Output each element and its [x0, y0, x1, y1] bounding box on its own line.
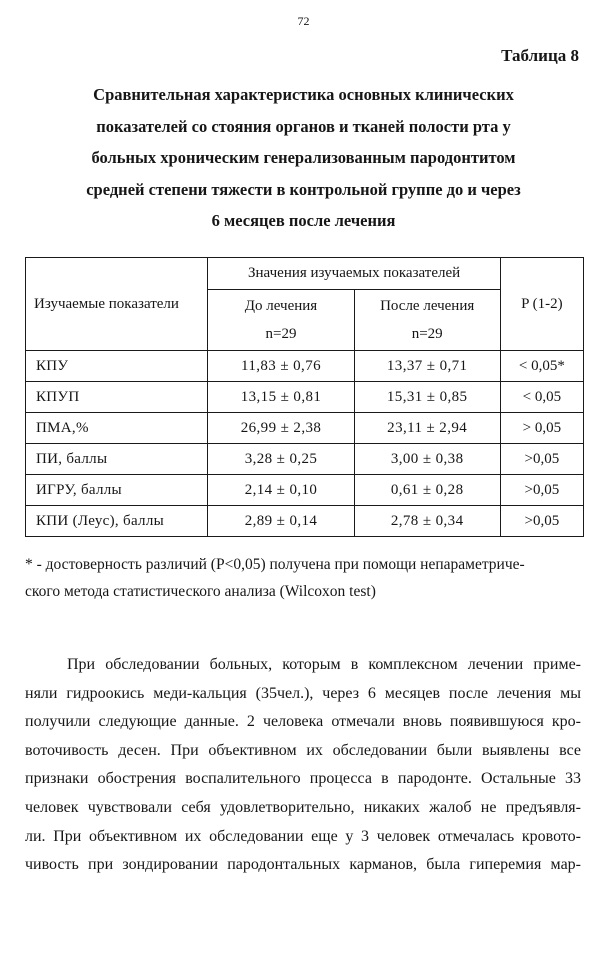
row-p-value: < 0,05* [500, 351, 583, 382]
header-p-value: P (1-2) [500, 258, 583, 351]
header-before-treatment [208, 290, 354, 351]
table-title-line: больных хроническим генерализованным пародонтитом [91, 148, 516, 167]
row-indicator-name: КПУП [26, 382, 208, 413]
paragraph-line: няли гидроокись меди-кальция (35чел.), через 6 месяцев после лечения мы [25, 684, 581, 702]
row-p-value: >0,05 [500, 506, 583, 537]
row-indicator-name: ИГРУ, баллы [26, 475, 208, 506]
header-after-n: n=29 [411, 326, 443, 342]
row-after-value: 15,31 ± 0,85 [354, 382, 500, 413]
table-title-line: средней степени тяжести в контрольной группе до и через [86, 179, 521, 199]
row-before-value: 2,14 ± 0,10 [208, 475, 354, 506]
row-indicator-name: ПМА,% [26, 413, 208, 444]
paragraph-line: ли. При объективном их обследовании еще у 3 человек отмечалась кровото- [25, 827, 581, 845]
row-before-value: 13,15 ± 0,81 [208, 382, 354, 413]
row-indicator-name: ПИ, баллы [26, 444, 208, 475]
table-label: Таблица 8 [501, 46, 579, 65]
row-before-value: 26,99 ± 2,38 [208, 413, 354, 444]
table-row [26, 413, 584, 444]
comparison-table [25, 257, 584, 537]
page-number: 72 [297, 14, 310, 28]
table-row [26, 475, 584, 506]
row-p-value: >0,05 [500, 475, 583, 506]
table-header-row [26, 258, 584, 290]
footnote-line: * - достоверность различий (P<0,05) получена при помощи непараметриче- [25, 556, 525, 573]
table-row [26, 444, 584, 475]
row-after-value: 2,78 ± 0,34 [354, 506, 500, 537]
table-title-line: 6 месяцев после лечения [211, 211, 396, 230]
row-after-value: 23,11 ± 2,94 [354, 413, 500, 444]
paragraph-line: чивость при зондировании пародонтальных карманов, была гиперемия мар- [25, 856, 581, 874]
row-after-value: 0,61 ± 0,28 [354, 475, 500, 506]
row-after-value: 3,00 ± 0,38 [354, 444, 500, 475]
table-row [26, 382, 584, 413]
paragraph-line: воточивость десен. При объективном их обследовании были выявлены все [25, 741, 581, 759]
table-title [40, 79, 567, 237]
paragraph-line: человек чувствовали себя удовлетворительно, никаких жалоб не предъявля- [25, 798, 581, 816]
row-after-value: 13,37 ± 0,71 [354, 351, 500, 382]
table-title-line: Сравнительная характеристика основных клинических [93, 85, 514, 104]
table-row [26, 506, 584, 537]
row-before-value: 11,83 ± 0,76 [208, 351, 354, 382]
footnote-line: ского метода статистического анализа (Wilcoxon test) [25, 583, 376, 600]
row-indicator-name: КПУ [26, 351, 208, 382]
row-p-value: > 0,05 [500, 413, 583, 444]
header-before-label: До лечения [244, 298, 318, 314]
row-before-value: 2,89 ± 0,14 [208, 506, 354, 537]
header-before-n: n=29 [265, 326, 297, 342]
table-footnote [25, 551, 581, 605]
header-after-treatment [354, 290, 500, 351]
paragraph-line: получили следующие данные. 2 человека отмечали вновь появившуюся кро- [25, 713, 581, 731]
header-values-group: Значения изучаемых показателей [208, 258, 500, 290]
paragraph-line: При обследовании больных, которым в комплексном лечении приме- [67, 656, 581, 673]
table-title-line: показателей со стояния органов и тканей полости рта у [96, 116, 511, 136]
body-paragraph [25, 651, 581, 880]
paragraph-line: признаки обострения воспалительного процесса в пародонте. Остальные 33 [25, 770, 581, 788]
row-p-value: < 0,05 [500, 382, 583, 413]
header-indicators: Изучаемые показатели [26, 258, 208, 351]
row-before-value: 3,28 ± 0,25 [208, 444, 354, 475]
row-indicator-name: КПИ (Леус), баллы [26, 506, 208, 537]
header-after-label: После лечения [380, 298, 475, 314]
table-row [26, 351, 584, 382]
row-p-value: >0,05 [500, 444, 583, 475]
